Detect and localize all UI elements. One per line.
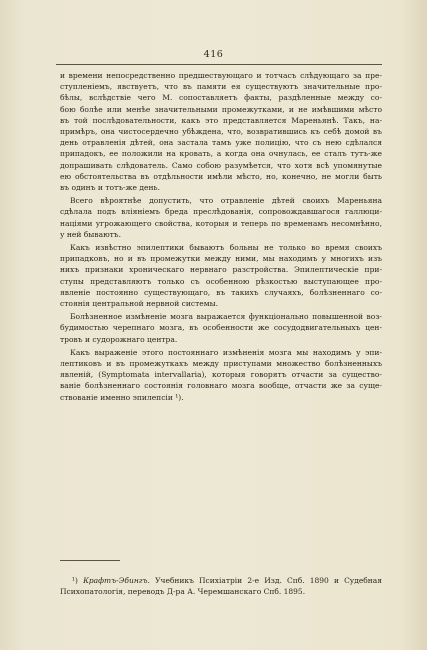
footnote-marker: ¹) — [72, 576, 78, 585]
text-line: ствованіе именно эпилепсіи ¹). — [60, 392, 184, 402]
text-line: и времени непосредственно предшествующаго и тотчасъ слѣдующаго за пре- — [60, 71, 382, 80]
header-rule — [56, 64, 382, 65]
text-line: бою болѣе или менѣе значительными промежутками, и не имѣвшими мѣсто — [60, 104, 382, 114]
text-line: явленіе постоянно существующаго, въ такихъ случаяхъ, болѣзненнаго со- — [60, 287, 382, 297]
text-line: въ той послѣдовательности, какъ это представляется Мареньянѣ. Такъ, на- — [60, 115, 382, 125]
text-line: стоянія центральной нервной системы. — [60, 299, 219, 309]
text-line: Болѣзненное измѣненіе мозга выражается функціонально повышенной воз- — [70, 312, 382, 322]
text-line: сдѣлала подъ вліяніемъ бреда преслѣдованія, сопровождавшагося галлюци- — [60, 207, 382, 217]
text-line: ею обстоятельства въ отдѣльности имѣли мѣсто, но, конечно, не могли быть — [60, 171, 382, 181]
text-line: тровъ и судорожнаго центра. — [60, 334, 178, 344]
text-line: примѣръ, она чистосердечно убѣждена, что, возвратившись къ себѣ домой въ — [60, 127, 382, 137]
footnote-author: Крафтъ-Эбингъ. — [83, 576, 150, 585]
footnote-citation: Учебникъ Психіатріи 2-е Изд. Спб. 1890 и Судебная — [155, 576, 382, 585]
text-line: допрашивать слѣдователь. Само собою разумѣется, что хотя всѣ упомянутые — [60, 160, 382, 170]
text-line: будимостью черепнаго мозга, въ особенности же сосудодвигательныхъ цен- — [60, 323, 382, 333]
footnote-line — [60, 575, 382, 586]
text-line: Всего вѣроятнѣе допустить, что отравленіе дѣтей своихъ Мареньяна — [70, 196, 382, 206]
text-line: націями угрожающего свойства, которыя и теперь по временамъ несомнѣнно, — [60, 218, 382, 228]
text-line: нихъ признаки хроническаго нервнаго разстройства. Эпилептическіе при- — [60, 265, 382, 275]
text-line: въ одинъ и тотъ-же день. — [60, 183, 161, 193]
footnote — [60, 575, 382, 598]
text-line: ваніе болѣзненнаго состоянія головнаго мозга вообще, отчасти же за суще- — [60, 381, 382, 391]
text-line: явленій, (Symptomata intervallaria), которыя говорятъ отчасти за существо- — [60, 370, 382, 380]
footnote-rule — [60, 560, 120, 561]
paragraph-gap — [60, 403, 382, 405]
footnote-line: Психопатологія, переводъ Д-ра А. Черемшанскаго Спб. 1895. — [60, 587, 306, 597]
text-line: ступы представляютъ только съ особенною рѣзкостью выступающее про- — [60, 276, 382, 286]
text-line: лептиковъ и въ промежуткахъ между приступами множество болѣзненныхъ — [60, 359, 382, 369]
text-line: припадокъ, ее положили на кровать, а когда она очнулась, ее сталъ тутъ-же — [60, 149, 382, 159]
text-line: у ней бываютъ. — [60, 229, 122, 239]
text-line: Какъ извѣстно эпилептики бываютъ больны не только во время своихъ — [70, 243, 382, 253]
text-line: припадковъ, но и въ промежутки между ними, мы находимъ у многихъ изъ — [60, 254, 382, 264]
text-line: день отравленія дѣтей, она застала тамъ уже полицію, что съ нею сдѣлался — [60, 138, 382, 148]
text-line: ступленіемъ, явствуетъ, что въ памяти ея существуютъ значительные про- — [60, 82, 382, 92]
main-text — [60, 70, 382, 405]
text-line: бѣлы, вслѣдствіе чего М. сопоставляетъ факты, раздѣленные между со- — [60, 93, 382, 103]
page-number: 416 — [203, 49, 224, 60]
text-line: Какъ выраженіе этого постояннаго измѣненія мозга мы находимъ у эпи- — [70, 347, 382, 357]
